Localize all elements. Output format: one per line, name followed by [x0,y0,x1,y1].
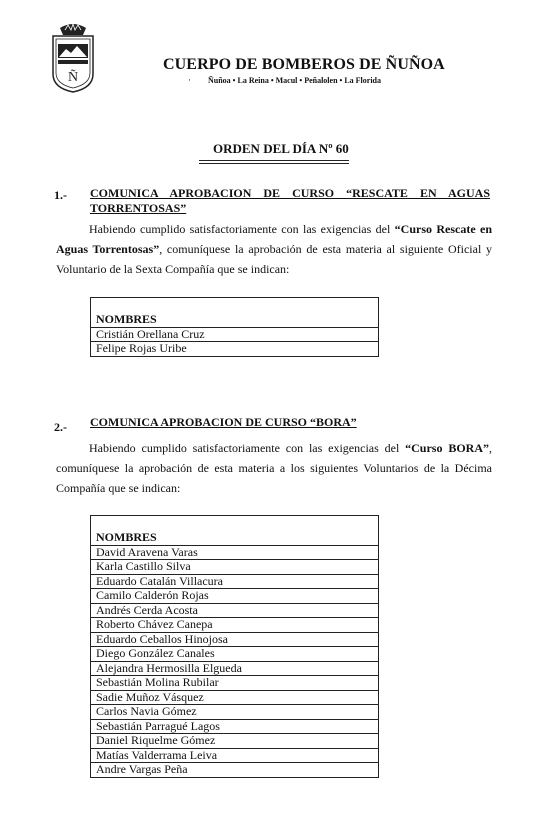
name-row: Eduardo Catalán Villacura [91,575,378,590]
name-row: Matías Valderrama Leiva [91,749,378,764]
name-row: Carlos Navia Gómez [91,705,378,720]
name-row: Sebastián Parragué Lagos [91,720,378,735]
section-1-names-table [90,297,379,357]
name-row: Andrés Cerda Acosta [91,604,378,619]
section-2-para-post: , comuníquese la aprobación de esta materia a los siguientes Voluntarios de la Décima Compañía que se indican: [56,441,492,495]
name-row: Karla Castillo Silva [91,560,378,575]
table-spacer [91,516,378,531]
communes-list: Ñuñoa • La Reina • Macul • Peñalolen • La Florida [208,76,381,85]
title-double-rule [199,160,349,166]
name-row: David Aravena Varas [91,546,378,561]
name-row: Eduardo Ceballos Hinojosa [91,633,378,648]
section-1-para-post: , comuníquese la aprobación de esta materia al siguiente Oficial y Voluntario de la Sexta Compañía que se indican: [56,242,493,276]
table-spacer [91,298,378,313]
table-header: NOMBRES [91,313,378,328]
name-row: Sadie Muñoz Vásquez [91,691,378,706]
name-row: Daniel Riquelme Gómez [91,734,378,749]
section-2-course-name: “Curso BORA” [405,441,489,455]
section-1-course-name: “Curso Rescate en Aguas Torrentosas” [56,222,492,256]
name-row: Diego González Canales [91,647,378,662]
name-row: Camilo Calderón Rojas [91,589,378,604]
name-row: Sebastián Molina Rubilar [91,676,378,691]
section-2-names-table [90,515,379,778]
order-title: ORDEN DEL DÍA Nº 60 [213,141,349,156]
fire-department-crest-logo [50,22,96,94]
name-row: Alejandra Hermosilla Elgueda [91,662,378,677]
name-row: Andre Vargas Peña [96,762,188,776]
section-2-paragraph [56,438,492,498]
table-header: NOMBRES [91,531,378,546]
name-row: Felipe Rojas Uribe [96,341,187,355]
logo-letter: Ñ [67,70,79,85]
header-dot: · [188,75,191,85]
name-row: Roberto Chávez Canepa [91,618,378,633]
section-2-title: COMUNICA APROBACION DE CURSO “BORA” [90,415,357,429]
section-2-number: 2.- [54,420,67,434]
organization-name: CUERPO DE BOMBEROS DE ÑUÑOA [163,56,445,73]
section-1-number: 1.- [54,188,67,202]
section-2-para-pre: Habiendo cumplido satisfactoriamente con las exigencias del [89,441,406,455]
section-1-para-pre: Habiendo cumplido satisfactoriamente con las exigencias del [89,222,395,236]
section-1-title-line2: TORRENTOSAS” [90,201,187,215]
name-row: Cristián Orellana Cruz [91,328,378,343]
section-1-title-line1: COMUNICA APROBACION DE CURSO “RESCATE EN AGUAS [90,186,490,200]
section-1-paragraph [56,219,492,279]
